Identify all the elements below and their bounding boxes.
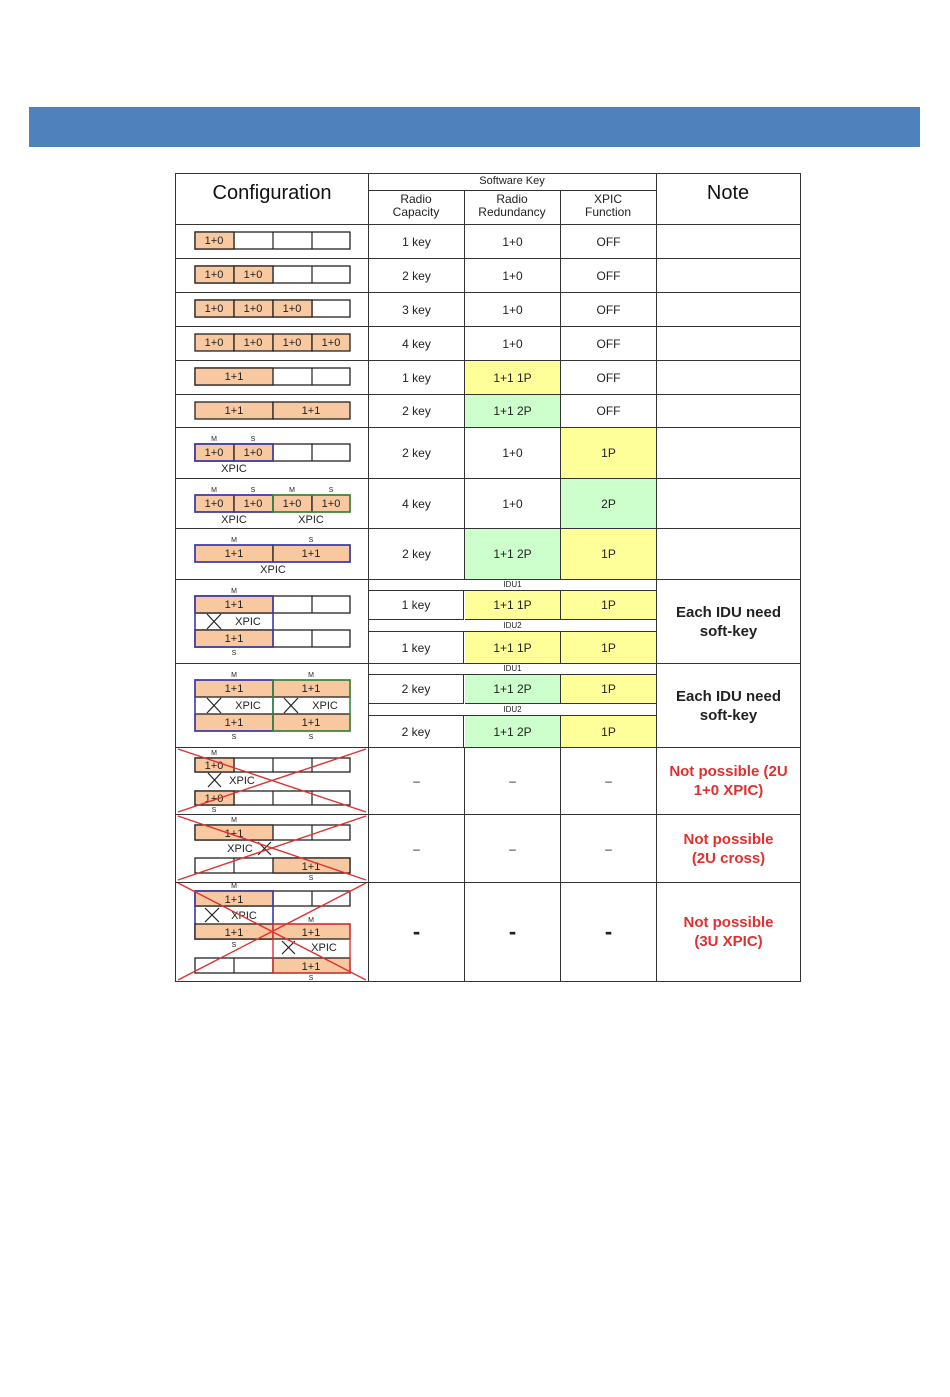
- cell-xpic-row8: 2P: [561, 479, 656, 528]
- idu1-label-row10: IDU1: [369, 580, 656, 591]
- svg-text:S: S: [308, 975, 314, 981]
- svg-text:1+1: 1+1: [224, 599, 244, 611]
- header-radio-capacity: Radio Capacity: [392, 192, 440, 219]
- cell-redundancy-row1: 1+0: [502, 234, 523, 249]
- svg-text:1+1: 1+1: [224, 405, 244, 417]
- config-row7: [195, 436, 350, 475]
- svg-text:XPIC: XPIC: [227, 843, 253, 855]
- header-radio-redundancy: Radio Redundancy: [478, 192, 546, 219]
- svg-text:1+0: 1+0: [204, 447, 224, 459]
- config-row10: [195, 588, 350, 657]
- svg-text:S: S: [231, 650, 237, 657]
- svg-text:S: S: [231, 942, 237, 949]
- svg-text:XPIC: XPIC: [229, 775, 255, 787]
- svg-text:S: S: [308, 537, 314, 544]
- note-row12: Not possible (2U 1+0 XPIC): [669, 763, 788, 799]
- svg-text:M: M: [231, 588, 237, 595]
- cell-capacity-row3: 3 key: [402, 302, 431, 317]
- svg-text:S: S: [308, 875, 314, 882]
- cell-redundancy-row3: 1+0: [502, 302, 523, 317]
- header-xpic-function: XPIC Function: [584, 192, 632, 219]
- cell-redundancy-row12: –: [509, 774, 516, 788]
- svg-text:1+1: 1+1: [301, 548, 321, 560]
- svg-text:1+0: 1+0: [282, 337, 302, 349]
- svg-text:M: M: [211, 436, 217, 443]
- cell-xpic-row3: OFF: [596, 302, 621, 317]
- cell-capacity-row9: 2 key: [402, 547, 431, 561]
- svg-text:1+1: 1+1: [301, 961, 321, 973]
- svg-text:1+0: 1+0: [321, 498, 341, 510]
- cell-redundancy-row6: 1+1 2P: [465, 395, 560, 427]
- note-row13: Not possible (2U cross): [683, 830, 774, 867]
- block-label: 1+0: [204, 235, 224, 247]
- config-row2: [195, 266, 350, 283]
- svg-text:XPIC: XPIC: [221, 514, 247, 526]
- note-row10: Each IDU need soft-key: [675, 603, 782, 640]
- cell-capacity-row5: 1 key: [402, 370, 431, 385]
- config-row6: [195, 402, 350, 419]
- svg-text:1+0: 1+0: [243, 303, 263, 315]
- svg-text:XPIC: XPIC: [235, 700, 261, 712]
- svg-text:1+0: 1+0: [243, 498, 263, 510]
- cell-redundancy-row5: 1+1 1P: [465, 361, 560, 394]
- svg-text:XPIC: XPIC: [260, 564, 286, 576]
- cell-capacity-row13: –: [413, 841, 420, 856]
- note-row14: Not possible (3U XPIC): [683, 914, 774, 950]
- cell-redundancy-row13: –: [509, 841, 516, 856]
- svg-text:1+1: 1+1: [224, 633, 244, 645]
- idu2-label-row11: IDU2: [369, 705, 656, 716]
- cell-redundancy-row10b: 1+1 1P: [465, 632, 561, 663]
- svg-text:1+0: 1+0: [204, 793, 224, 805]
- cell-xpic-row4: OFF: [596, 336, 621, 351]
- svg-text:1+0: 1+0: [243, 269, 263, 281]
- cell-capacity-row1: 1 key: [402, 234, 431, 249]
- config-row12: [178, 749, 366, 814]
- cell-xpic-row5: OFF: [596, 370, 621, 385]
- config-row11: [195, 672, 350, 741]
- svg-text:1+0: 1+0: [204, 303, 224, 315]
- svg-text:XPIC: XPIC: [312, 700, 338, 712]
- svg-text:S: S: [328, 487, 334, 494]
- cell-redundancy-row7: 1+0: [502, 446, 523, 460]
- svg-text:XPIC: XPIC: [221, 463, 247, 475]
- svg-text:M: M: [308, 917, 314, 924]
- cell-xpic-row10a: 1P: [561, 591, 656, 620]
- cell-capacity-row6: 2 key: [402, 404, 431, 418]
- header-note: Note: [706, 182, 750, 204]
- svg-text:1+1: 1+1: [224, 927, 244, 939]
- cell-capacity-row2: 2 key: [402, 268, 431, 283]
- config-row14: [178, 883, 366, 981]
- cell-xpic-row14: -: [604, 919, 613, 944]
- cell-capacity-row12: –: [413, 774, 420, 788]
- cell-redundancy-row11a: 1+1 2P: [465, 675, 561, 704]
- config-row3: [195, 300, 350, 317]
- cell-redundancy-row10a: 1+1 1P: [465, 591, 561, 620]
- cell-xpic-row6: OFF: [596, 404, 621, 418]
- svg-text:XPIC: XPIC: [311, 942, 337, 954]
- svg-text:M: M: [231, 883, 237, 890]
- cell-xpic-row9: 1P: [561, 529, 656, 579]
- svg-text:1+0: 1+0: [204, 269, 224, 281]
- svg-text:S: S: [231, 734, 237, 741]
- cell-xpic-row11b: 1P: [561, 716, 656, 747]
- cell-capacity-row11a: 2 key: [369, 675, 464, 704]
- cell-redundancy-row14: -: [508, 919, 517, 944]
- svg-text:1+1: 1+1: [224, 548, 244, 560]
- cell-capacity-row14: -: [412, 919, 421, 944]
- note-row11: Each IDU need soft-key: [675, 687, 782, 724]
- svg-text:1+0: 1+0: [282, 303, 302, 315]
- svg-text:XPIC: XPIC: [298, 514, 324, 526]
- svg-text:1+0: 1+0: [321, 337, 341, 349]
- cell-xpic-row1: OFF: [596, 234, 621, 249]
- svg-text:1+1: 1+1: [224, 828, 244, 840]
- config-row8: [195, 487, 350, 526]
- cell-capacity-row8: 4 key: [402, 496, 431, 511]
- cell-redundancy-row2: 1+0: [502, 268, 523, 283]
- svg-text:M: M: [289, 487, 295, 494]
- svg-text:S: S: [308, 734, 314, 741]
- header-software-key: Software Key: [479, 175, 545, 187]
- config-row13: [178, 816, 366, 882]
- cell-capacity-row10a: 1 key: [369, 591, 464, 620]
- svg-text:1+1: 1+1: [301, 717, 321, 729]
- svg-text:1+1: 1+1: [224, 683, 244, 695]
- cell-capacity-row7: 2 key: [402, 446, 431, 460]
- svg-text:S: S: [211, 807, 217, 814]
- config-row9: [195, 537, 350, 576]
- header-configuration: Configuration: [212, 182, 332, 204]
- cell-xpic-row7: 1P: [561, 428, 656, 478]
- svg-text:M: M: [231, 817, 237, 824]
- svg-text:M: M: [231, 537, 237, 544]
- svg-text:1+0: 1+0: [204, 760, 224, 772]
- svg-text:S: S: [250, 487, 256, 494]
- idu1-label-row11: IDU1: [369, 664, 656, 675]
- svg-text:XPIC: XPIC: [231, 910, 257, 922]
- cell-redundancy-row9: 1+1 2P: [465, 529, 560, 579]
- svg-text:1+1: 1+1: [301, 405, 321, 417]
- cell-redundancy-row11b: 1+1 2P: [465, 716, 561, 747]
- svg-text:1+1: 1+1: [301, 861, 321, 873]
- cell-capacity-row10b: 1 key: [369, 632, 464, 663]
- svg-text:XPIC: XPIC: [235, 616, 261, 628]
- svg-text:1+0: 1+0: [282, 498, 302, 510]
- config-row1: [195, 232, 350, 249]
- xpic-configuration-table: [175, 173, 801, 982]
- cell-redundancy-row4: 1+0: [502, 336, 523, 351]
- cell-capacity-row4: 4 key: [402, 336, 431, 351]
- section-header-bar: [29, 107, 920, 147]
- svg-text:1+0: 1+0: [243, 337, 263, 349]
- cell-xpic-row13: –: [605, 841, 612, 856]
- svg-text:1+0: 1+0: [243, 447, 263, 459]
- svg-text:1+1: 1+1: [224, 717, 244, 729]
- cell-xpic-row12: –: [605, 774, 612, 788]
- svg-text:M: M: [211, 750, 217, 757]
- idu2-label-row10: IDU2: [369, 621, 656, 632]
- svg-text:1+1: 1+1: [224, 894, 244, 906]
- config-row4: [195, 334, 350, 351]
- cell-xpic-row11a: 1P: [561, 675, 656, 704]
- svg-text:1+1: 1+1: [224, 371, 244, 383]
- svg-text:1+0: 1+0: [204, 498, 224, 510]
- svg-text:M: M: [231, 672, 237, 679]
- cell-capacity-row11b: 2 key: [369, 716, 464, 747]
- cell-xpic-row10b: 1P: [561, 632, 656, 663]
- config-row5: [195, 368, 350, 385]
- cell-redundancy-row8: 1+0: [502, 496, 523, 511]
- svg-text:M: M: [211, 487, 217, 494]
- cell-xpic-row2: OFF: [596, 268, 621, 283]
- svg-text:1+1: 1+1: [301, 683, 321, 695]
- svg-text:1+0: 1+0: [204, 337, 224, 349]
- svg-text:M: M: [308, 672, 314, 679]
- configuration-diagrams: [176, 174, 368, 981]
- svg-text:S: S: [250, 436, 256, 443]
- svg-text:1+1: 1+1: [301, 927, 321, 939]
